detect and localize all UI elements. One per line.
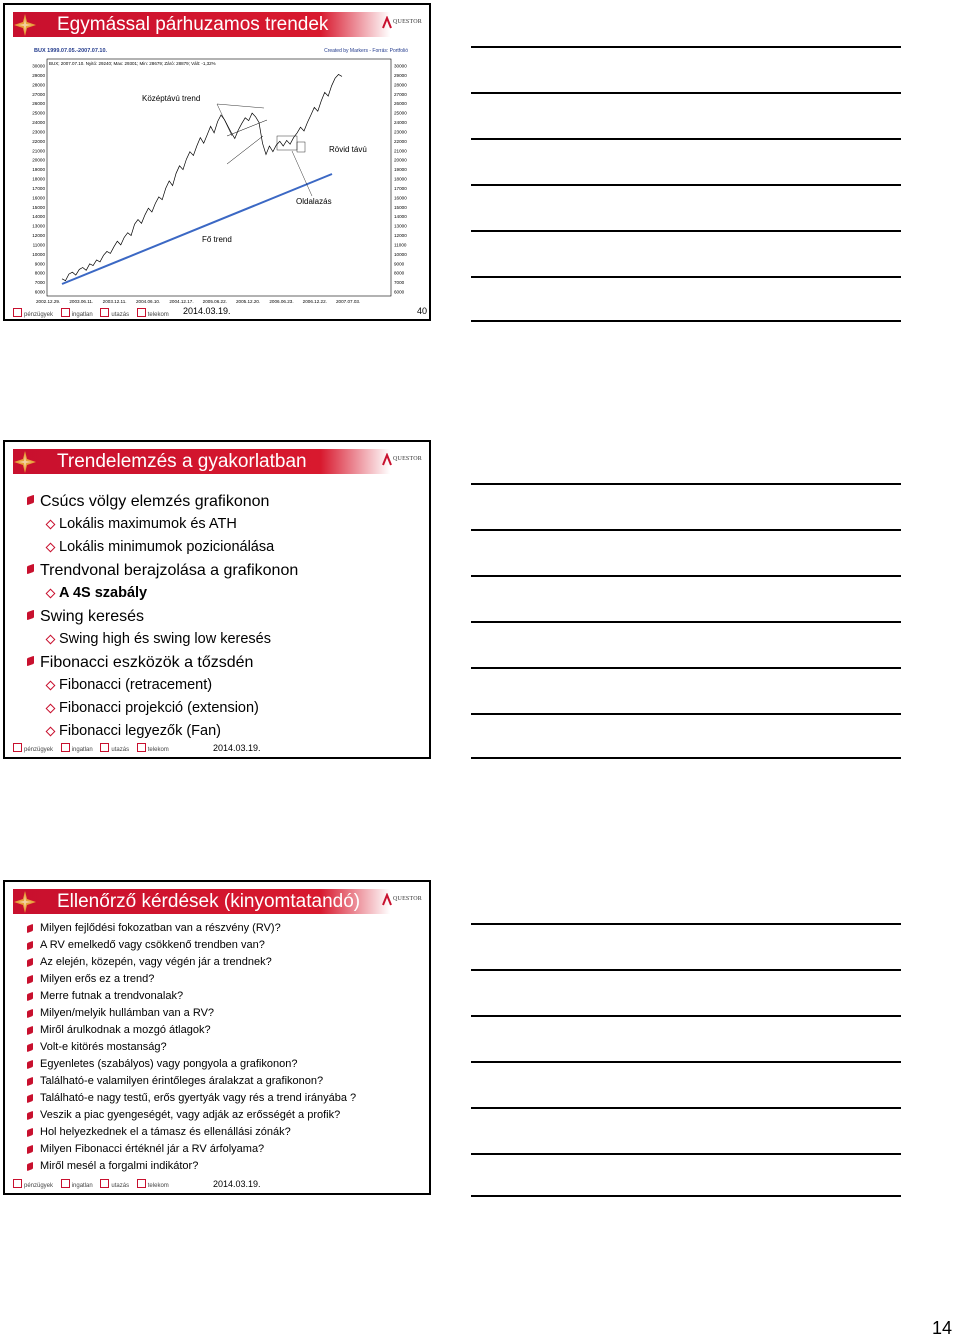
- note-line: [471, 529, 901, 531]
- note-line: [471, 1015, 901, 1017]
- note-line: [471, 1153, 901, 1155]
- note-line: [471, 320, 901, 322]
- note-line: [471, 184, 901, 186]
- question-item: Hol helyezkednek el a támasz és ellenállási zónák?: [25, 1124, 356, 1141]
- note-line: [471, 1061, 901, 1063]
- footer-link-penzugyek[interactable]: pénzügyek: [24, 747, 54, 753]
- x-tick-label: 2003.12.11.: [102, 299, 127, 304]
- annotation-main-trend: Fő trend: [202, 235, 232, 244]
- brand-star-icon: [13, 13, 37, 37]
- note-line: [471, 46, 901, 48]
- note-line: [471, 575, 901, 577]
- note-line: [471, 138, 901, 140]
- slide-control-questions: [3, 880, 431, 1195]
- y-tick-label: 18000: [394, 176, 407, 182]
- slide-title-bar: [13, 889, 423, 914]
- y-tick-label: 28000: [32, 82, 45, 88]
- y-tick-label: 9000: [34, 261, 45, 267]
- slide-footer: [13, 743, 169, 755]
- y-tick-label: 22000: [394, 138, 407, 144]
- y-tick-label: 20000: [394, 157, 407, 163]
- question-item: Veszik a piac gyengeségét, vagy adják az erősségét a profik?: [25, 1107, 356, 1124]
- footer-icon: [100, 1179, 109, 1188]
- y-tick-label: 11000: [394, 242, 407, 248]
- annotation-short-term: Rövid távú: [329, 145, 367, 154]
- footer-icon: [13, 1179, 22, 1188]
- brand-star-icon: [13, 890, 37, 914]
- question-item: Milyen fejlődési fokozatban van a részvény (RV)?: [25, 920, 356, 937]
- bullet-item: Trendvonal berajzolása a grafikonon: [25, 559, 298, 582]
- x-tick-label: 2004.12.17.: [169, 299, 194, 304]
- footer-icon: [13, 743, 22, 752]
- note-line: [471, 621, 901, 623]
- y-tick-label: 16000: [32, 195, 45, 201]
- bullet-item: Fibonacci eszközök a tőzsdén: [25, 651, 298, 674]
- slide-footer: [13, 308, 169, 320]
- x-tick-label: 2006.06.23.: [269, 299, 294, 304]
- y-tick-label: 12000: [32, 233, 45, 238]
- y-tick-label: 29000: [32, 72, 45, 78]
- y-tick-label: 10000: [32, 251, 45, 257]
- y-tick-label: 19000: [394, 167, 407, 173]
- questor-mark-icon: [381, 16, 393, 30]
- slide-title: Ellenőrző kérdések (kinyomtatandó): [57, 891, 361, 912]
- y-tick-label: 14000: [394, 214, 407, 220]
- question-item: Milyen Fibonacci értéknél jár a RV árfolyama?: [25, 1141, 356, 1158]
- y-tick-label: 9000: [394, 261, 405, 267]
- x-tick-label: 2002.12.29.: [36, 299, 61, 304]
- footer-link-telekom[interactable]: telekom: [147, 747, 169, 753]
- y-tick-label: 25000: [32, 110, 45, 116]
- x-tick-label: 2005.12.20.: [236, 299, 261, 304]
- bullet-item: Csúcs völgy elemzés grafikonon: [25, 490, 298, 513]
- note-line: [471, 483, 901, 485]
- y-tick-label: 12000: [394, 233, 407, 238]
- footer-link-utazas[interactable]: utazás: [111, 1183, 130, 1189]
- y-tick-label: 21000: [394, 148, 407, 154]
- y-tick-label: 6000: [394, 289, 405, 295]
- slide-title-bar: [13, 12, 423, 37]
- annotation-medium-trend: Középtávú trend: [142, 94, 201, 103]
- chart-header-title: BUX 1999.07.05.-2007.07.10.: [34, 48, 108, 54]
- y-tick-label: 20000: [32, 157, 45, 163]
- note-line: [471, 757, 901, 759]
- sub-bullet-item: A 4S szabály: [25, 582, 298, 605]
- y-tick-label: 11000: [32, 242, 45, 248]
- y-tick-label: 21000: [32, 148, 45, 154]
- footer-link-ingatlan[interactable]: ingatlan: [71, 747, 93, 753]
- x-axis: [36, 299, 360, 304]
- y-tick-label: 27000: [394, 91, 407, 97]
- y-tick-label: 13000: [394, 223, 407, 229]
- footer-icon: [61, 743, 70, 752]
- question-item: Az elején, közepén, vagy végén jár a trendnek?: [25, 954, 356, 971]
- note-line: [471, 713, 901, 715]
- y-tick-label: 8000: [394, 270, 405, 276]
- slide-date: 2014.03.19.: [213, 1179, 261, 1189]
- y-tick-label: 19000: [32, 167, 45, 173]
- footer-icon: [137, 743, 146, 752]
- question-item: Található-e valamilyen érintőleges áralakzat a grafikonon?: [25, 1073, 356, 1090]
- footer-link-telekom[interactable]: telekom: [147, 1183, 169, 1189]
- chart-info-line: BUX; 2007.07.10. Nyitó: 29240; Max: 29301; Min: 28679; Záró: 28879; Vált: -1,32%: [49, 61, 216, 66]
- y-tick-label: 24000: [32, 120, 45, 125]
- footer-link-ingatlan[interactable]: ingatlan: [71, 1183, 93, 1189]
- y-tick-label: 15000: [394, 204, 407, 210]
- footer-link-penzugyek[interactable]: pénzügyek: [24, 312, 54, 318]
- footer-link-telekom[interactable]: telekom: [147, 312, 169, 318]
- y-tick-label: 28000: [394, 82, 407, 88]
- y-tick-label: 6000: [34, 289, 45, 295]
- questor-mark-icon: [381, 893, 393, 907]
- footer-icon: [100, 743, 109, 752]
- slide-date: 2014.03.19.: [213, 743, 261, 753]
- question-item: Található-e nagy testű, erős gyertyák vagy rés a trend irányába ?: [25, 1090, 356, 1107]
- y-tick-label: 30000: [32, 63, 45, 69]
- footer-link-utazas[interactable]: utazás: [111, 747, 130, 753]
- questor-logo: [381, 453, 421, 469]
- brand-star-icon: [13, 450, 37, 474]
- note-line: [471, 276, 901, 278]
- slide-trend-analysis: [3, 440, 431, 759]
- slide-footer: [13, 1179, 169, 1191]
- y-tick-label: 26000: [32, 101, 45, 107]
- y-tick-label: 22000: [32, 138, 45, 144]
- y-tick-label: 25000: [394, 110, 407, 116]
- x-tick-label: 2003.06.11.: [69, 299, 94, 304]
- y-tick-label: 13000: [32, 223, 45, 229]
- slide-date: 2014.03.19.: [183, 306, 231, 316]
- footer-icon: [61, 308, 70, 317]
- x-tick-label: 2007.07.03.: [336, 299, 361, 304]
- y-axis-right: [394, 64, 407, 295]
- y-tick-label: 7000: [394, 280, 405, 286]
- footer-link-utazas[interactable]: utazás: [111, 312, 130, 318]
- question-item: Miről árulkodnak a mozgó átlagok?: [25, 1022, 356, 1039]
- y-tick-label: 18000: [32, 176, 45, 182]
- y-tick-label: 16000: [394, 195, 407, 201]
- note-line: [471, 969, 901, 971]
- sub-bullet-item: Fibonacci (retracement): [25, 674, 298, 697]
- slide-title: Egymással párhuzamos trendek: [57, 14, 329, 35]
- slide-title-bar: [13, 449, 423, 474]
- y-tick-label: 14000: [32, 214, 45, 220]
- sub-bullet-item: Fibonacci legyezők (Fan): [25, 720, 298, 743]
- slide-title: Trendelemzés a gyakorlatban: [57, 451, 307, 472]
- note-line: [471, 667, 901, 669]
- questor-logo-text: QUESTOR: [393, 456, 422, 462]
- y-tick-label: 17000: [394, 185, 407, 191]
- question-list: [25, 920, 356, 1175]
- question-item: Volt-e kitörés mostanság?: [25, 1039, 356, 1056]
- y-tick-label: 26000: [394, 101, 407, 107]
- footer-link-ingatlan[interactable]: ingatlan: [71, 312, 93, 318]
- sub-bullet-item: Lokális minimumok pozicionálása: [25, 536, 298, 559]
- question-item: Merre futnak a trendvonalak?: [25, 988, 356, 1005]
- questor-logo: [381, 893, 421, 909]
- y-axis-left: [32, 64, 45, 295]
- questor-mark-icon: [381, 453, 393, 467]
- y-tick-label: 10000: [394, 251, 407, 257]
- bux-chart: [32, 46, 412, 308]
- slide-chart: [3, 3, 431, 321]
- question-item: Milyen/melyik hullámban van a RV?: [25, 1005, 356, 1022]
- y-tick-label: 17000: [32, 185, 45, 191]
- footer-icon: [61, 1179, 70, 1188]
- y-tick-label: 27000: [32, 91, 45, 97]
- note-line: [471, 230, 901, 232]
- footer-icon: [137, 308, 146, 317]
- note-line: [471, 92, 901, 94]
- y-tick-label: 30000: [394, 63, 407, 69]
- note-line: [471, 1107, 901, 1109]
- x-tick-label: 2006.12.22.: [302, 299, 327, 304]
- bullet-list: [25, 490, 298, 743]
- y-tick-label: 15000: [32, 204, 45, 210]
- question-item: Milyen erős ez a trend?: [25, 971, 356, 988]
- question-item: A RV emelkedő vagy csökkenő trendben van?: [25, 937, 356, 954]
- x-tick-label: 2004.06.10.: [136, 299, 161, 304]
- y-tick-label: 24000: [394, 120, 407, 125]
- sub-bullet-item: Lokális maximumok és ATH: [25, 513, 298, 536]
- questor-logo-text: QUESTOR: [393, 896, 422, 902]
- y-tick-label: 29000: [394, 72, 407, 78]
- questor-logo-text: QUESTOR: [393, 19, 422, 25]
- sub-bullet-item: Swing high és swing low keresés: [25, 628, 298, 651]
- questor-logo: [381, 16, 421, 32]
- bullet-item: Swing keresés: [25, 605, 298, 628]
- question-item: Miről mesél a forgalmi indikátor?: [25, 1158, 356, 1175]
- note-line: [471, 923, 901, 925]
- y-tick-label: 23000: [394, 129, 407, 135]
- sub-bullet-item: Fibonacci projekció (extension): [25, 697, 298, 720]
- x-tick-label: 2005.06.22.: [202, 299, 227, 304]
- page-number: 14: [932, 1318, 953, 1338]
- y-tick-label: 8000: [34, 270, 45, 276]
- footer-icon: [100, 308, 109, 317]
- footer-icon: [13, 308, 22, 317]
- chart-plot-area: [47, 59, 391, 296]
- annotation-sideways: Oldalazás: [296, 197, 332, 206]
- y-tick-label: 7000: [34, 280, 45, 286]
- question-item: Egyenletes (szabályos) vagy pongyola a grafikonon?: [25, 1056, 356, 1073]
- note-line: [471, 1195, 901, 1197]
- footer-icon: [137, 1179, 146, 1188]
- slide-page-number: 40: [417, 306, 428, 316]
- y-tick-label: 23000: [32, 129, 45, 135]
- chart-header-source: Created by Markers - Forrás: Portfolió: [324, 48, 408, 54]
- footer-link-penzugyek[interactable]: pénzügyek: [24, 1183, 54, 1189]
